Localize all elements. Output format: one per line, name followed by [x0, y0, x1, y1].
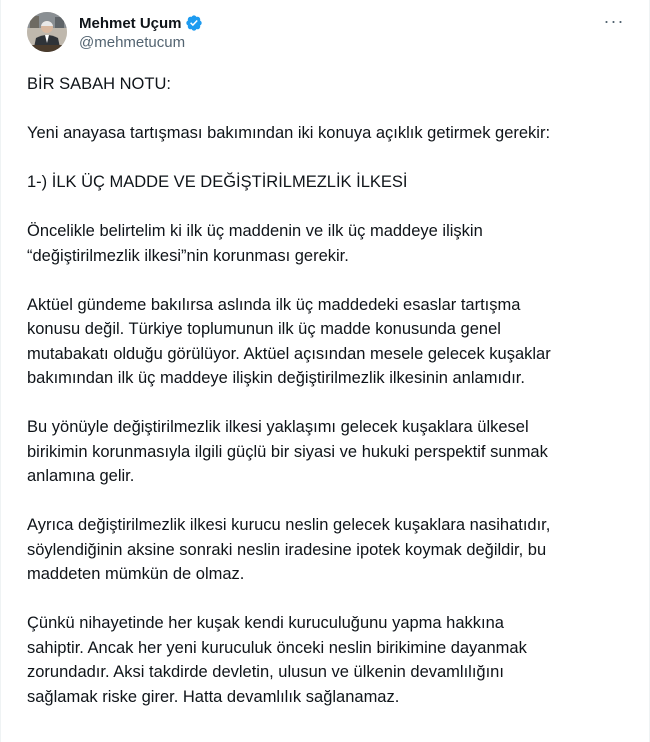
tweet-text [27, 72, 627, 734]
tweet-paragraph: Bu yönüyle değiştirilmezlik ilkesi yaklaşımı gelecek kuşaklara ülkesel birikimin korunmasıyla ilgili güçlü bir siyasi ve hukuki perspektif sunmak anlamına gelir. [27, 418, 548, 485]
avatar-image [27, 12, 67, 52]
tweet-header [27, 12, 627, 54]
author-names [79, 13, 203, 51]
tweet-paragraph: Aktüel gündeme bakılırsa aslında ilk üç maddedeki esaslar tartışma konusu değil. Türkiye toplumunun ilk üç madde konusunda genel mutabakatı olduğu görülüyor. Aktüel açısından mesele gelecek kuşaklar bakımından ilk üç maddeye ilişkin değiştirilmezlik ilkesinin anlamıdır. [27, 295, 551, 387]
display-name-row [79, 13, 203, 33]
tweet-paragraph: BİR SABAH NOTU: [27, 75, 171, 93]
tweet-paragraph: Öncelikle belirtelim ki ilk üç maddenin ve ilk üç maddeye ilişkin “değiştirilmezlik ilkesi”nin korunması gerekir. [27, 222, 483, 265]
tweet-paragraph: Ayrıca değiştirilmezlik ilkesi kurucu neslin gelecek kuşaklara nasihatıdır, söylendiğinin aksine sonraki neslin iradesine ipotek koymak değildir, bu maddeten mümkün de olmaz. [27, 516, 551, 583]
avatar[interactable] [27, 12, 67, 52]
author-handle[interactable]: @mehmetucum [79, 34, 186, 51]
tweet-paragraph: 1-) İLK ÜÇ MADDE VE DEĞİŞTİRİLMEZLİK İLKESİ [27, 173, 408, 191]
author-display-name[interactable]: Mehmet Uçum [79, 14, 182, 32]
tweet-paragraph: Yeni anayasa tartışması bakımından iki konuya açıklık getirmek gerekir: [27, 124, 551, 142]
more-options-icon[interactable]: ··· [603, 11, 625, 31]
tweet-paragraph: Çünkü nihayetinde her kuşak kendi kuruculuğunu yapma hakkına sahiptir. Ancak her yeni kuruculuk önceki neslin birikimine dayanmak zorundadır. Aksi takdirde devletin, ulusun ve ülkenin devamlılığını sağlamak riske girer. Hatta devamlılık sağlanamaz. [27, 614, 527, 706]
verified-badge-icon[interactable] [185, 14, 203, 32]
